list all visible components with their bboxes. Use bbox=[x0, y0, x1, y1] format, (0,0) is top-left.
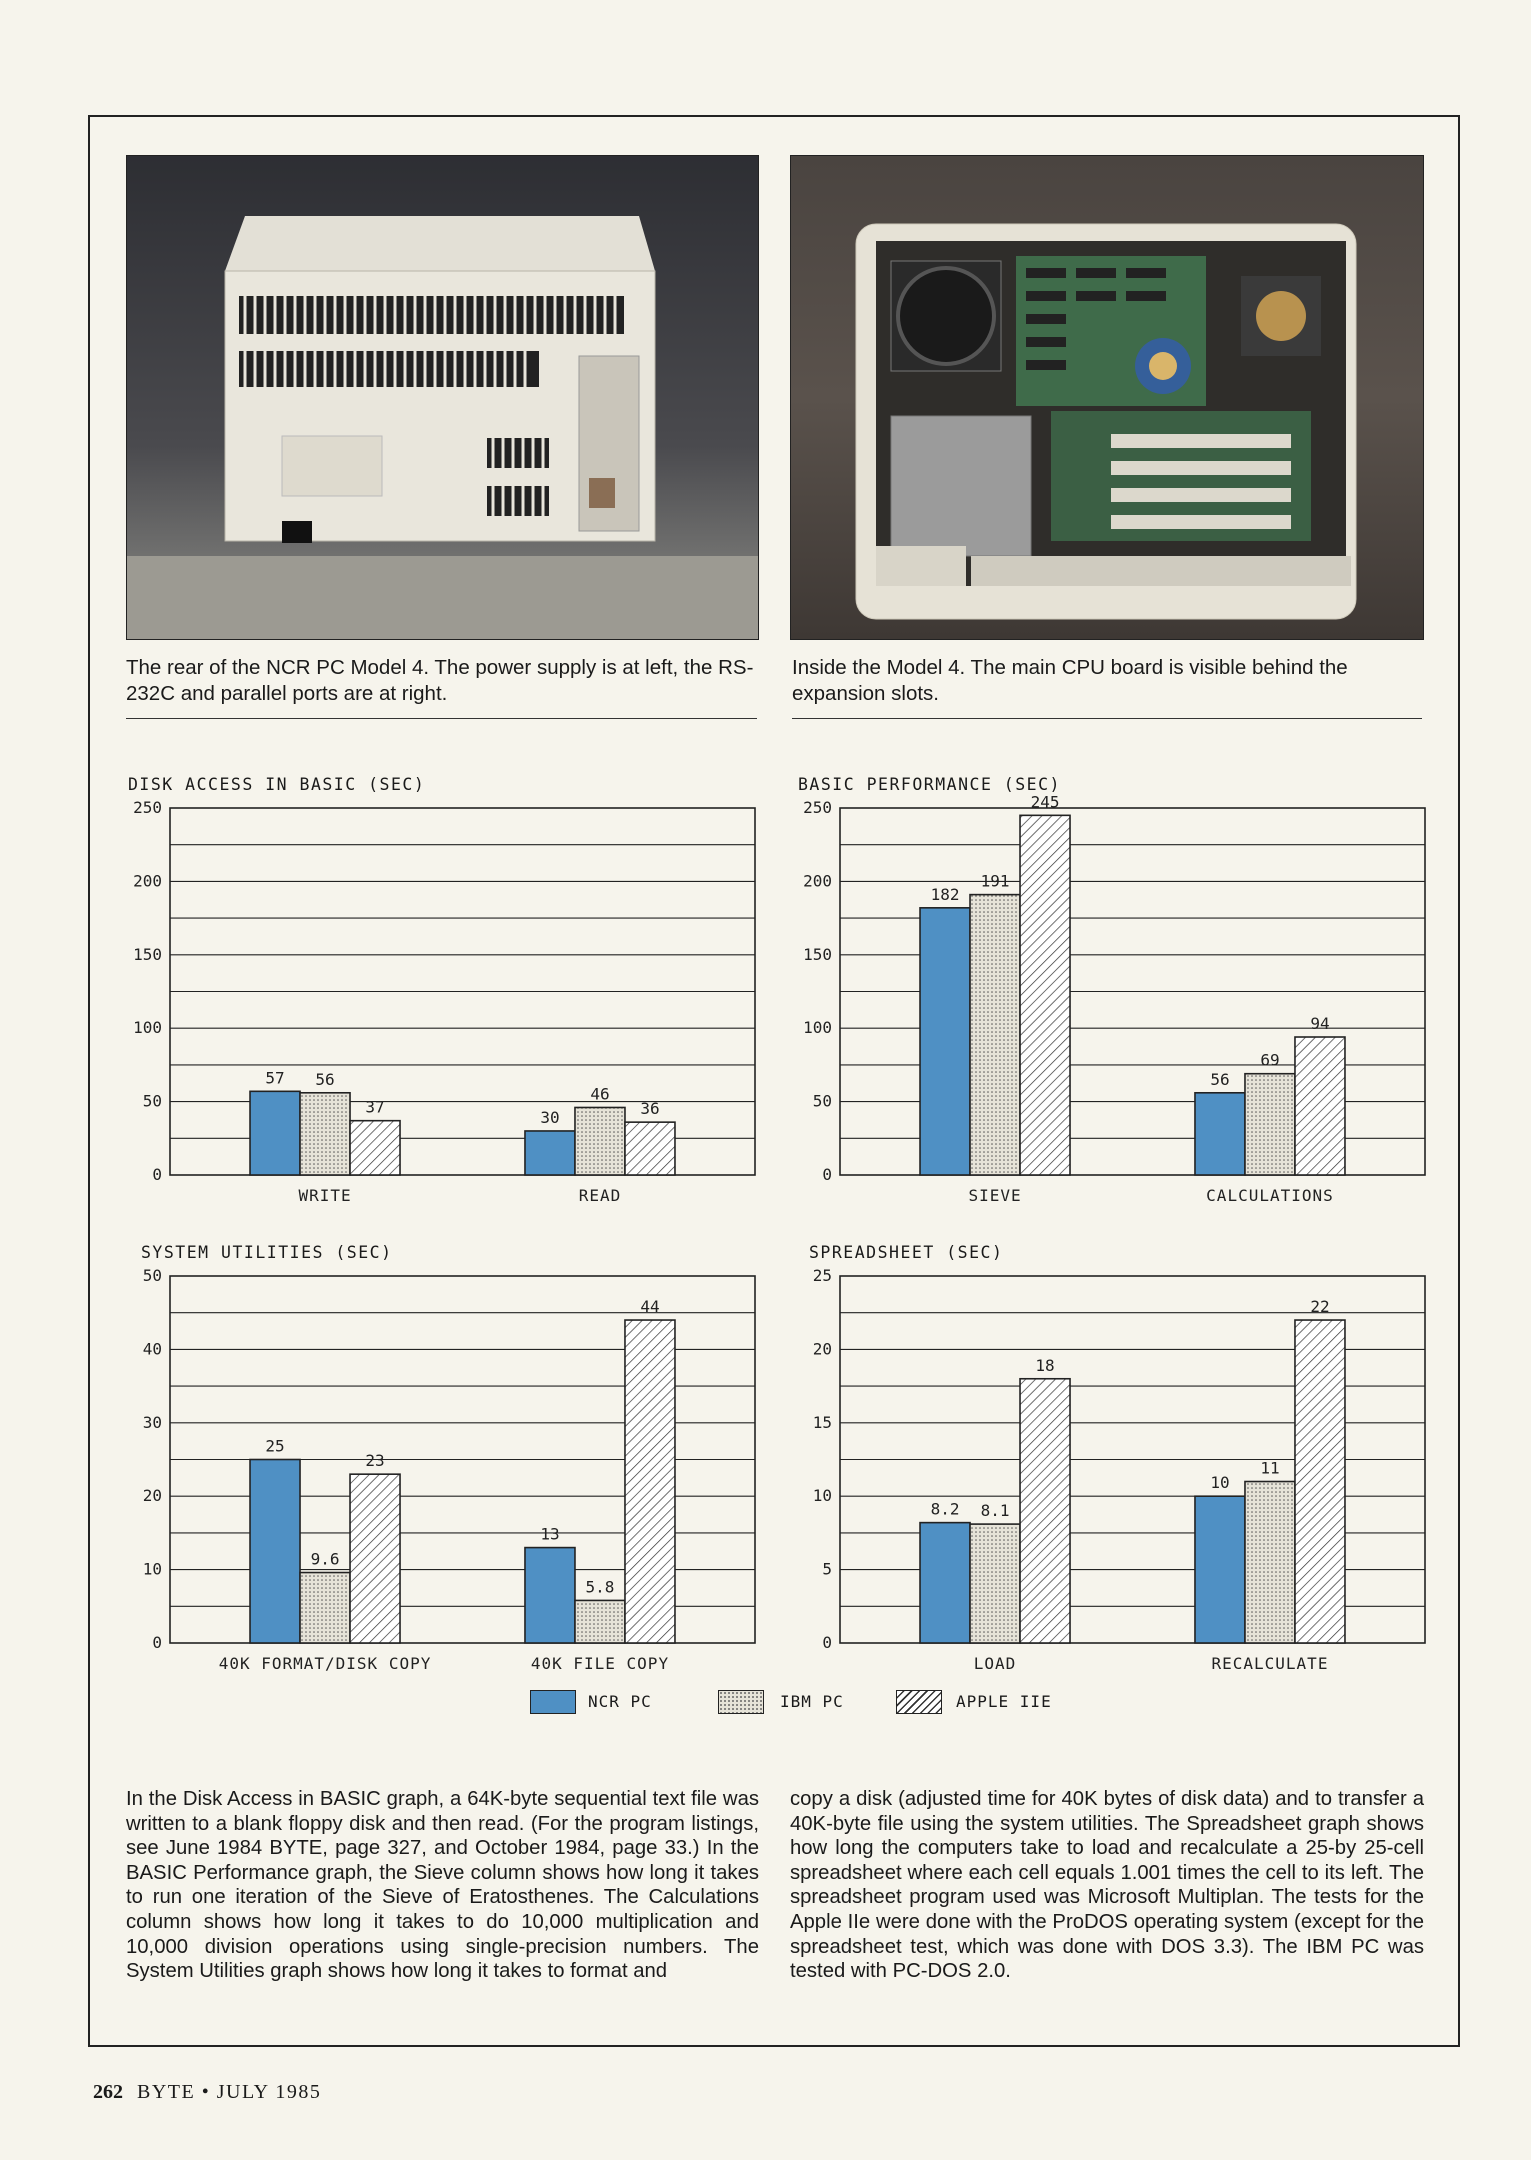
category-label: SIEVE bbox=[968, 1186, 1022, 1205]
y-tick-label: 15 bbox=[812, 1412, 832, 1432]
chart-title-system-utilities: SYSTEM UTILITIES (SEC) bbox=[141, 1243, 393, 1262]
chart-system-utilities bbox=[120, 1258, 770, 1678]
bar-ibm bbox=[575, 1600, 625, 1643]
bar-apple bbox=[1020, 815, 1070, 1175]
chart-title-spreadsheet: SPREADSHEET (SEC) bbox=[809, 1243, 1004, 1262]
body-text-left: In the Disk Access in BASIC graph, a 64K-byte sequential text file was written to a blank floppy disk and then read. (For the program listings, see June 1984 BYTE, page 327, and October 1984, page 33.) In the BASIC Performance graph, the Sieve column shows how long it takes to run one iteration of the Sieve of Eratosthenes. The Calculations column shows how long it takes to do 10,000 multiplication and 10,000 division operations using single-precision numbers. The System Utilities graph shows how long it takes to format and bbox=[126, 1788, 759, 1983]
data-label: 25 bbox=[265, 1436, 285, 1456]
legend-label-ibm: IBM PC bbox=[780, 1692, 844, 1711]
data-label: 57 bbox=[265, 1068, 285, 1088]
y-tick-label: 10 bbox=[142, 1559, 162, 1579]
chart-title-disk-access: DISK ACCESS IN BASIC (SEC) bbox=[128, 775, 426, 794]
data-label: 94 bbox=[1310, 1014, 1330, 1034]
photo-caption-right: Inside the Model 4. The main CPU board is visible behind the expansion slots. bbox=[792, 655, 1422, 719]
bar-ncr bbox=[1195, 1093, 1245, 1175]
data-label: 23 bbox=[365, 1451, 385, 1471]
bar-ncr bbox=[525, 1131, 575, 1175]
category-label: CALCULATIONS bbox=[1206, 1186, 1334, 1205]
magazine-issue: BYTE • JULY 1985 bbox=[137, 2081, 322, 2103]
y-tick-label: 0 bbox=[822, 1633, 832, 1652]
y-tick-label: 10 bbox=[812, 1486, 832, 1506]
bar-ibm bbox=[1245, 1074, 1295, 1175]
legend-label-ncr: NCR PC bbox=[588, 1692, 652, 1711]
bar-ncr bbox=[920, 1523, 970, 1643]
y-tick-label: 250 bbox=[133, 798, 162, 817]
data-label: 8.2 bbox=[930, 1499, 960, 1519]
y-tick-label: 0 bbox=[152, 1633, 162, 1652]
bar-apple bbox=[625, 1320, 675, 1643]
bar-ibm bbox=[300, 1093, 350, 1175]
y-tick-label: 200 bbox=[133, 871, 162, 891]
data-label: 11 bbox=[1260, 1458, 1280, 1478]
data-label: 10 bbox=[1210, 1473, 1230, 1493]
data-label: 22 bbox=[1310, 1297, 1330, 1317]
y-tick-label: 150 bbox=[133, 944, 162, 964]
data-label: 56 bbox=[315, 1069, 335, 1089]
bar-ibm bbox=[1245, 1482, 1295, 1643]
data-label: 36 bbox=[640, 1099, 660, 1119]
data-label: 56 bbox=[1210, 1069, 1230, 1089]
photo-inside-model-4 bbox=[790, 155, 1424, 640]
chart-spreadsheet bbox=[790, 1258, 1440, 1678]
data-label: 69 bbox=[1260, 1050, 1280, 1070]
y-tick-label: 30 bbox=[142, 1412, 162, 1432]
category-label: WRITE bbox=[298, 1186, 352, 1205]
data-label: 30 bbox=[540, 1107, 560, 1127]
bar-apple bbox=[350, 1474, 400, 1643]
body-text-right: copy a disk (adjusted time for 40K bytes of disk data) and to transfer a 40K-byte file using the system utilities. The Spreadsheet graph shows how long the computers take to load and recalculate a 25-by 25-cell spreadsheet where each cell equals 1.001 times the cell to its left. The spreadsheet program used was Microsoft Multiplan. The tests for the Apple IIe were done with the ProDOS operating system (except for the spreadsheet test, which was done with DOS 3.3). The IBM PC was tested with PC-DOS 2.0. bbox=[790, 1788, 1424, 1983]
y-tick-label: 40 bbox=[142, 1339, 162, 1359]
bar-ibm bbox=[300, 1573, 350, 1643]
data-label: 191 bbox=[980, 871, 1010, 891]
legend-label-apple: APPLE IIE bbox=[956, 1692, 1052, 1711]
bar-ncr bbox=[525, 1548, 575, 1643]
bar-ncr bbox=[1195, 1496, 1245, 1643]
bar-apple bbox=[1295, 1320, 1345, 1643]
category-label: READ bbox=[578, 1186, 622, 1205]
category-label: RECALCULATE bbox=[1211, 1654, 1329, 1673]
data-label: 46 bbox=[590, 1084, 610, 1104]
page-footer bbox=[93, 2081, 321, 2104]
y-tick-label: 25 bbox=[812, 1266, 832, 1285]
y-tick-label: 0 bbox=[822, 1165, 832, 1184]
bar-ibm bbox=[970, 895, 1020, 1175]
category-label: 40K FILE COPY bbox=[530, 1654, 670, 1673]
legend-swatch-ncr bbox=[530, 1690, 576, 1714]
y-tick-label: 50 bbox=[142, 1091, 162, 1111]
data-label: 13 bbox=[540, 1524, 560, 1544]
data-label: 8.1 bbox=[980, 1501, 1010, 1521]
bar-ncr bbox=[250, 1460, 300, 1644]
bar-apple bbox=[1295, 1037, 1345, 1175]
chart-legend bbox=[530, 1688, 1090, 1718]
chart-disk-access bbox=[120, 790, 770, 1210]
category-label: LOAD bbox=[973, 1654, 1017, 1673]
page-number: 262 bbox=[93, 2081, 123, 2103]
chart-basic-performance bbox=[790, 790, 1440, 1210]
y-tick-label: 50 bbox=[142, 1266, 162, 1285]
computer-interior-illustration bbox=[791, 156, 1423, 639]
bar-ibm bbox=[575, 1107, 625, 1175]
y-tick-label: 0 bbox=[152, 1165, 162, 1184]
bar-apple bbox=[350, 1121, 400, 1175]
bar-apple bbox=[625, 1122, 675, 1175]
photo-caption-left: The rear of the NCR PC Model 4. The power supply is at left, the RS-232C and parallel ports are at right. bbox=[126, 655, 757, 719]
data-label: 44 bbox=[640, 1297, 660, 1317]
data-label: 5.8 bbox=[585, 1577, 615, 1597]
category-label: 40K FORMAT/DISK COPY bbox=[218, 1654, 432, 1673]
y-tick-label: 100 bbox=[803, 1018, 832, 1038]
y-tick-label: 20 bbox=[812, 1339, 832, 1359]
data-label: 245 bbox=[1030, 792, 1060, 812]
data-label: 182 bbox=[930, 884, 960, 904]
data-label: 37 bbox=[365, 1097, 385, 1117]
bar-ibm bbox=[970, 1524, 1020, 1643]
photo-rear-ncr-pc bbox=[126, 155, 759, 640]
y-tick-label: 250 bbox=[803, 798, 832, 817]
y-tick-label: 150 bbox=[803, 944, 832, 964]
y-tick-label: 5 bbox=[822, 1559, 832, 1579]
computer-rear-illustration bbox=[127, 156, 758, 639]
bar-ncr bbox=[920, 908, 970, 1175]
y-tick-label: 200 bbox=[803, 871, 832, 891]
data-label: 9.6 bbox=[310, 1549, 340, 1569]
legend-swatch-ibm bbox=[718, 1690, 764, 1714]
y-tick-label: 50 bbox=[812, 1091, 832, 1111]
y-tick-label: 20 bbox=[142, 1486, 162, 1506]
bar-apple bbox=[1020, 1379, 1070, 1643]
legend-swatch-apple bbox=[896, 1690, 942, 1714]
bar-ncr bbox=[250, 1091, 300, 1175]
data-label: 18 bbox=[1035, 1355, 1055, 1375]
chart-title-basic-performance: BASIC PERFORMANCE (SEC) bbox=[798, 775, 1061, 794]
y-tick-label: 100 bbox=[133, 1018, 162, 1038]
